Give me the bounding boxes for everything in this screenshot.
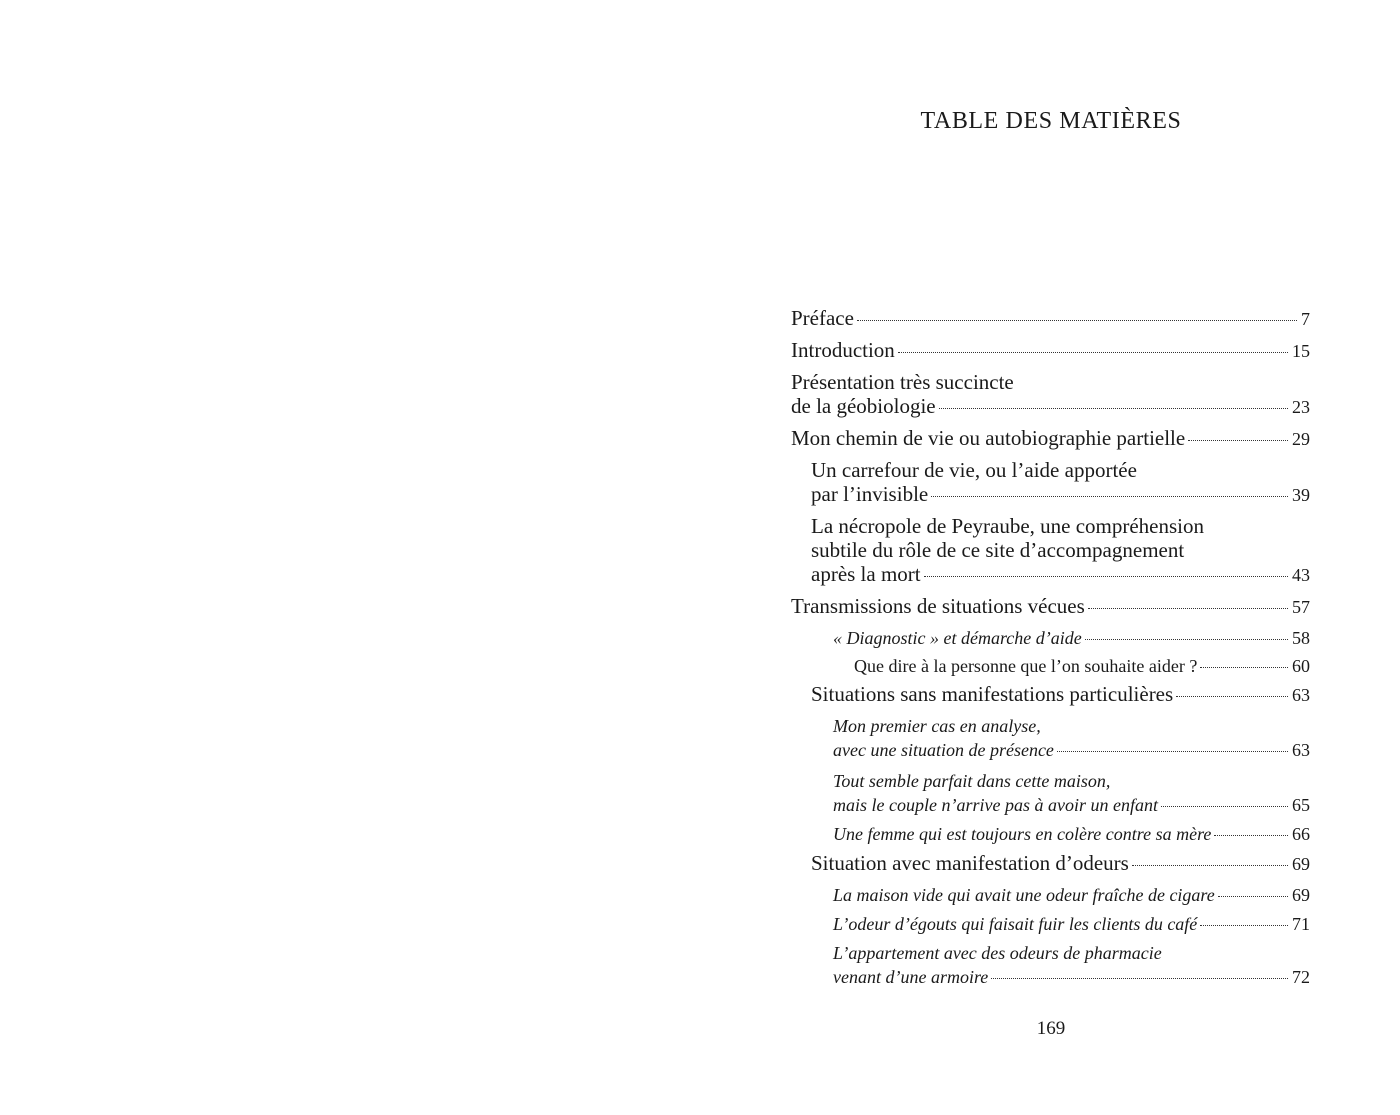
toc-entry [791, 458, 1310, 507]
dot-leader [931, 496, 1288, 497]
toc-entry [791, 654, 1310, 678]
toc-entry-row [833, 738, 1310, 762]
toc-entry-row [791, 306, 1310, 331]
toc-entry [791, 912, 1310, 936]
toc-entry-text: « Diagnostic » et démarche d’aide [833, 628, 1082, 648]
toc-entry-row [791, 426, 1310, 451]
toc-entry-text: Introduction [791, 338, 895, 362]
toc-entry-row [833, 822, 1310, 846]
toc-page-number: 65 [1292, 795, 1310, 815]
toc-entry-row [791, 394, 1310, 419]
toc-entry-text: L’odeur d’égouts qui faisait fuir les clients du café [833, 914, 1198, 934]
toc-entry-text: Mon premier cas en analyse, [833, 716, 1041, 736]
dot-leader [1085, 639, 1288, 640]
toc-page-number: 43 [1292, 565, 1310, 585]
toc-entry-text: La maison vide qui avait une odeur fraîche de cigare [833, 885, 1215, 905]
toc-entry [791, 594, 1310, 619]
dot-leader [924, 576, 1288, 577]
dot-leader [898, 352, 1288, 353]
toc-page-number: 69 [1292, 854, 1310, 874]
toc-entry-text: Situation avec manifestation d’odeurs [811, 851, 1129, 875]
toc-entry-text: après la mort [811, 562, 921, 586]
toc-entry [791, 514, 1310, 587]
toc-entry [791, 941, 1310, 989]
toc-entry [791, 714, 1310, 762]
dot-leader [1132, 865, 1288, 866]
dot-leader [1188, 440, 1288, 441]
toc-entry-text: La nécropole de Peyraube, une compréhension [811, 514, 1205, 538]
toc-page-number: 69 [1292, 885, 1310, 905]
toc-entry-text: Préface [791, 306, 854, 330]
page-title: TABLE DES MATIÈRES [920, 108, 1182, 134]
toc-page-number: 58 [1292, 628, 1310, 648]
toc-page-number: 71 [1292, 914, 1310, 934]
dot-leader [1057, 751, 1288, 752]
toc-page-number: 23 [1292, 397, 1310, 417]
toc-page-number: 39 [1292, 485, 1310, 505]
dot-leader [991, 978, 1288, 979]
dot-leader [1176, 696, 1288, 697]
toc-entry-row [833, 883, 1310, 907]
toc-entry-row [833, 965, 1310, 989]
toc-entry-text: Transmissions de situations vécues [791, 594, 1085, 618]
toc-entry [791, 626, 1310, 650]
toc-page-number: 60 [1292, 656, 1310, 676]
toc-entry-text: L’appartement avec des odeurs de pharmacie [833, 943, 1162, 963]
toc-page-number: 66 [1292, 824, 1310, 844]
toc-entry [791, 682, 1310, 707]
toc-entry-row [811, 562, 1310, 587]
toc-entry [791, 338, 1310, 363]
dot-leader [939, 408, 1288, 409]
toc-entry [791, 306, 1310, 331]
toc-entry-row [833, 912, 1310, 936]
table-of-contents [791, 306, 1310, 989]
toc-entry [791, 822, 1310, 846]
toc-entry-text: par l’invisible [811, 482, 929, 506]
toc-entry-text: Situations sans manifestations particulières [811, 682, 1174, 706]
toc-entry-text: venant d’une armoire [833, 967, 989, 987]
toc-entry [791, 851, 1310, 876]
toc-entry-text: Tout semble parfait dans cette maison, [833, 771, 1111, 791]
toc-entry-text: Présentation très succincte [791, 370, 1014, 394]
toc-entry-row [791, 594, 1310, 619]
toc-page-number: 29 [1292, 429, 1310, 449]
toc-entry-text: Une femme qui est toujours en colère contre sa mère [833, 824, 1212, 844]
toc-entry-row [811, 851, 1310, 876]
toc-entry-text: Que dire à la personne que l’on souhaite aider ? [854, 656, 1198, 676]
toc-entry [791, 883, 1310, 907]
toc-page-number: 7 [1301, 309, 1310, 329]
toc-entry-text: de la géobiologie [791, 394, 936, 418]
toc-entry-row [791, 338, 1310, 363]
toc-entry [791, 426, 1310, 451]
toc-entry-row [854, 654, 1310, 678]
toc-entry-text: avec une situation de présence [833, 740, 1054, 760]
toc-entry-text: Un carrefour de vie, ou l’aide apportée [811, 458, 1137, 482]
toc-entry-row [811, 682, 1310, 707]
toc-entry-row [833, 793, 1310, 817]
dot-leader [1088, 608, 1288, 609]
toc-entry [791, 370, 1310, 419]
toc-entry [791, 769, 1310, 817]
toc-entry-row [833, 626, 1310, 650]
toc-page-number: 57 [1292, 597, 1310, 617]
toc-page-number: 72 [1292, 967, 1310, 987]
toc-page-number: 63 [1292, 685, 1310, 705]
page-number: 169 [1036, 1018, 1066, 1039]
dot-leader [1214, 835, 1288, 836]
toc-page-number: 63 [1292, 740, 1310, 760]
toc-page-number: 15 [1292, 341, 1310, 361]
dot-leader [1200, 667, 1288, 668]
dot-leader [1200, 925, 1288, 926]
dot-leader [857, 320, 1297, 321]
dot-leader [1161, 806, 1288, 807]
toc-entry-text: subtile du rôle de ce site d’accompagnement [811, 538, 1185, 562]
dot-leader [1218, 896, 1288, 897]
toc-entry-text: Mon chemin de vie ou autobiographie partielle [791, 426, 1186, 450]
toc-entry-row [811, 482, 1310, 507]
toc-entry-text: mais le couple n’arrive pas à avoir un enfant [833, 795, 1158, 815]
